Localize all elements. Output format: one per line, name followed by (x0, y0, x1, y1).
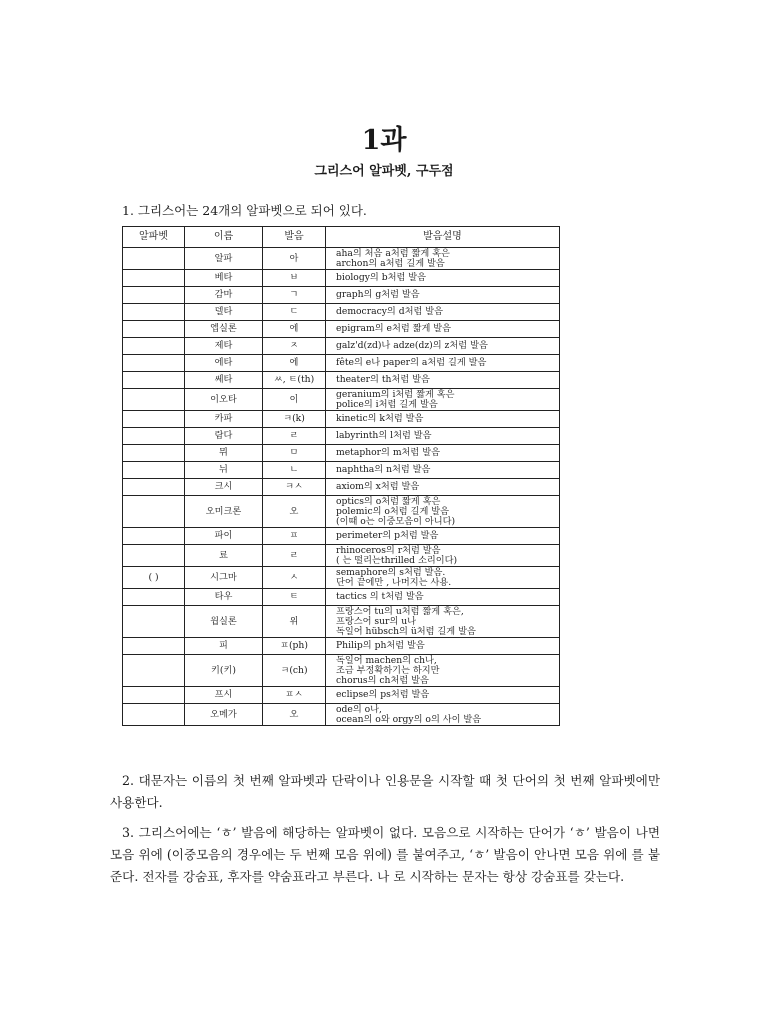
cell-description (326, 428, 560, 445)
cell-pronunciation: ㅌ (263, 589, 326, 606)
description-line: democracy의 d처럼 발음 (336, 306, 444, 317)
cell-letter (123, 287, 185, 304)
description-line: perimeter의 p처럼 발음 (336, 530, 439, 541)
cell-letter (123, 389, 185, 411)
cell-name: 타우 (185, 589, 263, 606)
cell-name: 파이 (185, 528, 263, 545)
cell-description (326, 687, 560, 704)
cell-description (326, 496, 560, 528)
cell-letter (123, 428, 185, 445)
table-row (123, 304, 560, 321)
cell-letter (123, 338, 185, 355)
cell-pronunciation: 오 (263, 496, 326, 528)
cell-letter (123, 270, 185, 287)
cell-description (326, 655, 560, 687)
description-line: Philip의 ph처럼 발음 (336, 640, 425, 651)
table-row (123, 321, 560, 338)
cell-name: 엡실론 (185, 321, 263, 338)
header-letter: 알파벳 (123, 227, 185, 248)
cell-description (326, 589, 560, 606)
cell-name: 베타 (185, 270, 263, 287)
description-line: aha의 처음 a처럼 짧게 혹은 (336, 247, 450, 259)
table-row (123, 287, 560, 304)
cell-pronunciation: ㅋ(k) (263, 411, 326, 428)
cell-name: 카파 (185, 411, 263, 428)
table-row (123, 355, 560, 372)
cell-pronunciation: ㅍㅅ (263, 687, 326, 704)
table-row (123, 704, 560, 726)
lesson-title: 1과 (361, 125, 407, 156)
description-line: labyrinth의 l처럼 발음 (336, 430, 432, 441)
description-line: 조금 부정확하기는 하지만 (336, 664, 440, 676)
table-row (123, 428, 560, 445)
description-line: rhinoceros의 r처럼 발음 (336, 544, 441, 556)
cell-name: 프시 (185, 687, 263, 704)
lesson-subtitle: 그리스어 알파벳, 구두점 (314, 164, 454, 179)
description-line: eclipse의 ps처럼 발음 (336, 689, 430, 700)
cell-letter (123, 304, 185, 321)
cell-pronunciation: ㅁ (263, 445, 326, 462)
cell-description (326, 389, 560, 411)
cell-letter (123, 638, 185, 655)
cell-pronunciation: 이 (263, 389, 326, 411)
description-line: theater의 th처럼 발음 (336, 374, 430, 385)
cell-letter (123, 545, 185, 567)
description-line: naphtha의 n처럼 발음 (336, 464, 431, 475)
cell-description (326, 270, 560, 287)
description-line: 독일어 hübsch의 ü처럼 길게 발음 (336, 625, 476, 637)
cell-description (326, 321, 560, 338)
paragraph-2: 2. 대문자는 이름의 첫 번째 알파벳과 단락이나 인용문을 시작할 때 첫 단어의 첫 번째 알파벳에만 사용한다. (110, 773, 660, 810)
table-row (123, 479, 560, 496)
description-line: tactics 의 t처럼 발음 (336, 591, 424, 602)
table-row (123, 589, 560, 606)
cell-description (326, 462, 560, 479)
cell-pronunciation: ㄹ (263, 428, 326, 445)
description-line: biology의 b처럼 발음 (336, 272, 426, 283)
cell-pronunciation: ㅈ (263, 338, 326, 355)
cell-pronunciation: 위 (263, 606, 326, 638)
header-description: 발음설명 (326, 227, 560, 248)
cell-description (326, 445, 560, 462)
table-row (123, 338, 560, 355)
cell-name: 쎄타 (185, 372, 263, 389)
description-line: ocean의 o와 orgy의 o의 사이 발음 (336, 713, 482, 725)
table-row (123, 655, 560, 687)
description-line: galz'd(zd)나 adze(dz)의 z처럼 발음 (336, 340, 488, 351)
cell-pronunciation: ㅋ(ch) (263, 655, 326, 687)
cell-name: 오미크론 (185, 496, 263, 528)
cell-pronunciation: 에 (263, 355, 326, 372)
cell-letter (123, 496, 185, 528)
cell-letter (123, 248, 185, 270)
cell-description (326, 567, 560, 589)
table-row (123, 638, 560, 655)
cell-name: 뮈 (185, 445, 263, 462)
cell-letter (123, 606, 185, 638)
description-line: police의 i처럼 길게 발음 (336, 398, 438, 410)
table-row (123, 389, 560, 411)
cell-letter (123, 372, 185, 389)
cell-letter (123, 445, 185, 462)
description-line: kinetic의 k처럼 발음 (336, 413, 424, 424)
cell-description (326, 606, 560, 638)
cell-letter: ( ) (123, 567, 185, 589)
cell-description (326, 338, 560, 355)
cell-description (326, 355, 560, 372)
cell-description (326, 287, 560, 304)
cell-letter (123, 687, 185, 704)
cell-name: 크시 (185, 479, 263, 496)
description-line: (이때 o는 이중모음이 아니다) (336, 515, 456, 527)
table-header-row (123, 227, 560, 248)
table-row (123, 687, 560, 704)
cell-letter (123, 589, 185, 606)
cell-name: 시그마 (185, 567, 263, 589)
cell-pronunciation: 아 (263, 248, 326, 270)
cell-pronunciation: ㅂ (263, 270, 326, 287)
description-line: 프랑스어 tu의 u처럼 짧게 혹은, (336, 605, 464, 617)
cell-pronunciation: 오 (263, 704, 326, 726)
table-row (123, 270, 560, 287)
cell-pronunciation: ㅆ, ㅌ(th) (263, 372, 326, 389)
table-row (123, 411, 560, 428)
description-line: optics의 o처럼 짧게 혹은 (336, 495, 441, 507)
table-row (123, 606, 560, 638)
description-line: fête의 e나 paper의 a처럼 길게 발음 (336, 357, 487, 368)
description-line: epigram의 e처럼 짧게 발음 (336, 323, 452, 334)
cell-description (326, 372, 560, 389)
table-row (123, 567, 560, 589)
description-line: ( 는 떨리는thrilled 소리이다) (336, 554, 458, 566)
cell-name: 오메가 (185, 704, 263, 726)
cell-name: 뉘 (185, 462, 263, 479)
description-line: archon의 a처럼 길게 발음 (336, 257, 445, 269)
description-line: 독일어 machen의 ch나, (336, 654, 437, 666)
cell-name: 람다 (185, 428, 263, 445)
table-row (123, 496, 560, 528)
cell-description (326, 479, 560, 496)
table-row (123, 445, 560, 462)
cell-pronunciation: ㅅ (263, 567, 326, 589)
description-line: axiom의 x처럼 발음 (336, 481, 420, 492)
cell-pronunciation: ㄷ (263, 304, 326, 321)
header-pronunciation: 발음 (263, 227, 326, 248)
cell-pronunciation: ㄴ (263, 462, 326, 479)
cell-description (326, 304, 560, 321)
table-row (123, 545, 560, 567)
cell-letter (123, 462, 185, 479)
table-row (123, 462, 560, 479)
description-line: metaphor의 m처럼 발음 (336, 447, 440, 458)
cell-letter (123, 528, 185, 545)
cell-name: 알파 (185, 248, 263, 270)
paragraph-1: 1. 그리스어는 24개의 알파벳으로 되어 있다. (122, 203, 367, 218)
cell-description (326, 638, 560, 655)
cell-name: 제타 (185, 338, 263, 355)
cell-letter (123, 321, 185, 338)
cell-letter (123, 411, 185, 428)
table-row (123, 528, 560, 545)
cell-pronunciation: ㅍ (263, 528, 326, 545)
description-line: ode의 o나, (336, 703, 382, 715)
cell-letter (123, 479, 185, 496)
cell-pronunciation: ㄱ (263, 287, 326, 304)
paragraph-3: 3. 그리스어에는 ‘ㅎ’ 발음에 해당하는 알파벳이 없다. 모음으로 시작하는 단어가 ‘ㅎ’ 발음이 나면 모음 위에 (이중모음의 경우에는 두 번째 모음 위에) 를 붙여주고, ‘ㅎ’ 발음이 안나면 모음 위에 를 붙준다. 전자를 강숨표, 후자를 약숨표라고 부른다. 나 로 시작하는 문자는 항상 강숨표를 갖는다. (110, 825, 660, 884)
cell-name: 키(키) (185, 655, 263, 687)
cell-name: 피 (185, 638, 263, 655)
cell-description (326, 411, 560, 428)
table-row (123, 372, 560, 389)
description-line: chorus의 ch처럼 발음 (336, 674, 429, 686)
cell-pronunciation: ㄹ (263, 545, 326, 567)
description-line: polemic의 o처럼 길게 발음 (336, 505, 450, 517)
cell-description (326, 704, 560, 726)
description-line: 프랑스어 sur의 u나 (336, 615, 417, 627)
cell-pronunciation: ㅍ(ph) (263, 638, 326, 655)
cell-pronunciation: ㅋㅅ (263, 479, 326, 496)
description-line: graph의 g처럼 발음 (336, 289, 420, 300)
description-line: 단어 끝에만 , 나머지는 사용. (336, 576, 452, 588)
cell-name: 델타 (185, 304, 263, 321)
cell-name: 윕실론 (185, 606, 263, 638)
cell-letter (123, 655, 185, 687)
cell-description (326, 248, 560, 270)
cell-description (326, 528, 560, 545)
cell-letter (123, 704, 185, 726)
alphabet-table (122, 226, 560, 726)
cell-description (326, 545, 560, 567)
header-name: 이름 (185, 227, 263, 248)
table-row (123, 248, 560, 270)
cell-name: 에타 (185, 355, 263, 372)
cell-name: 료 (185, 545, 263, 567)
cell-pronunciation: 에 (263, 321, 326, 338)
cell-name: 감마 (185, 287, 263, 304)
description-line: geranium의 i처럼 짧게 혹은 (336, 388, 455, 400)
description-line: semaphore의 s처럼 발음. (336, 566, 446, 578)
cell-name: 이오타 (185, 389, 263, 411)
cell-letter (123, 355, 185, 372)
